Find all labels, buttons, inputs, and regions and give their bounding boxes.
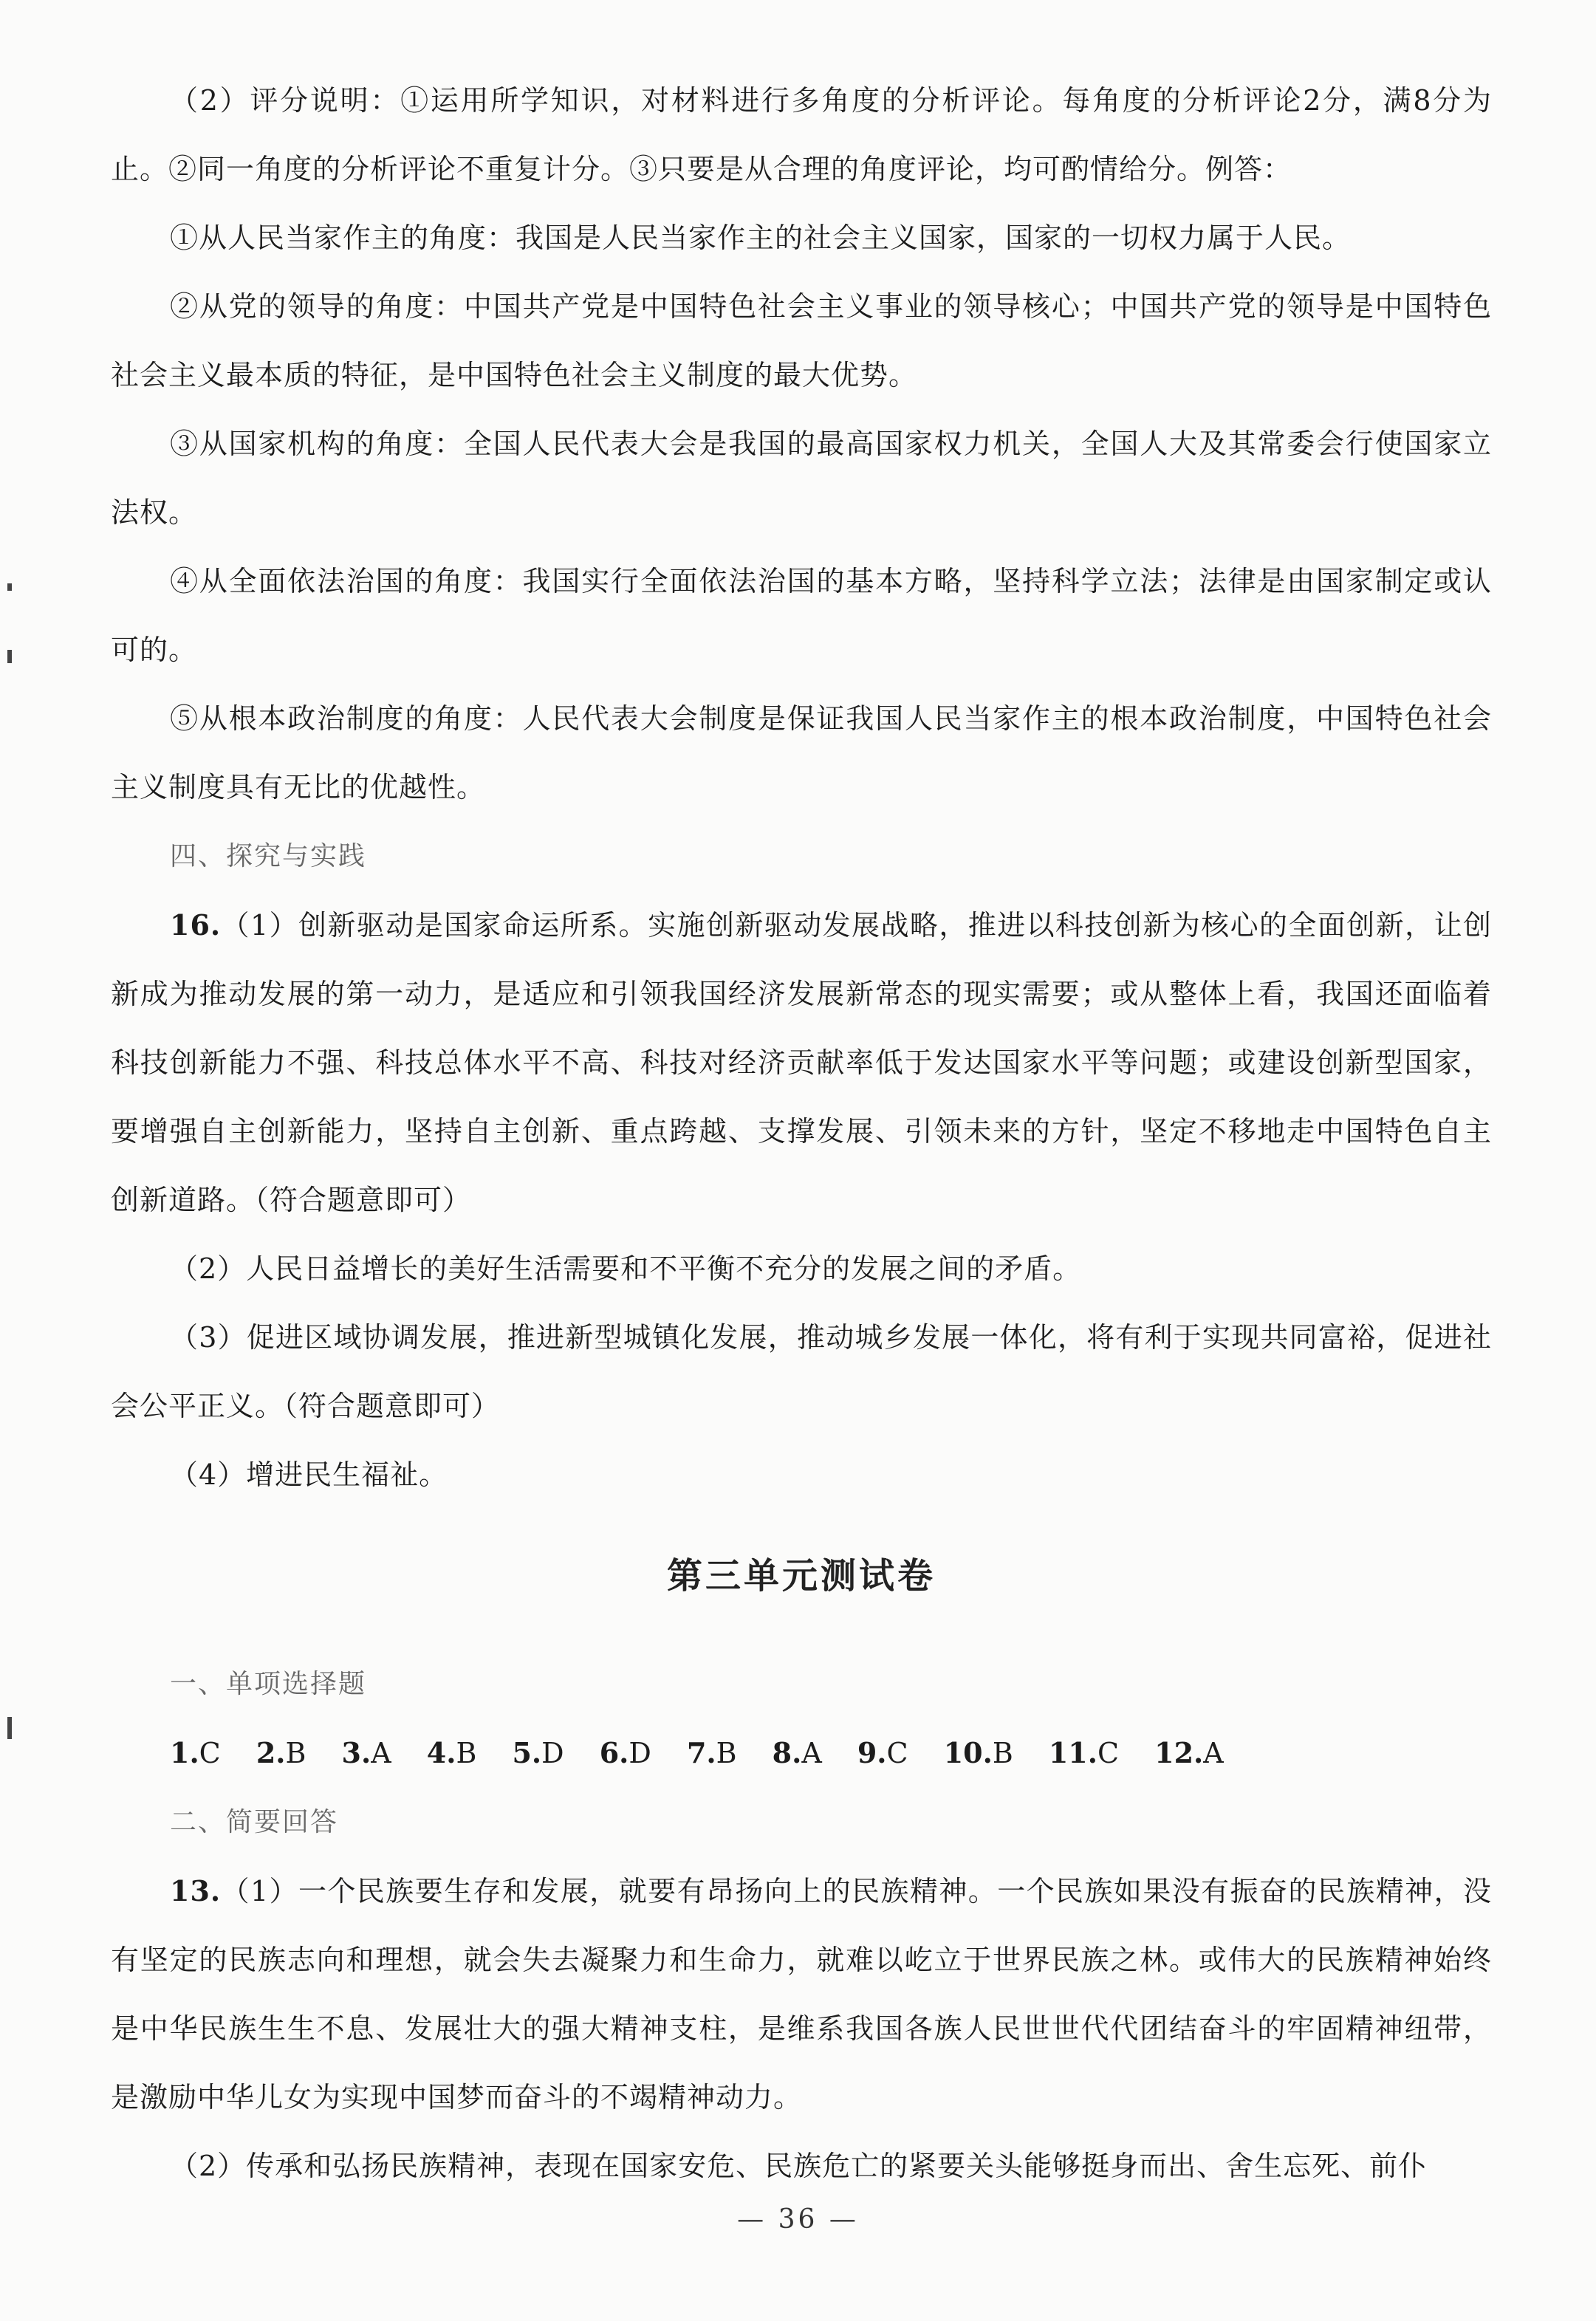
answer-item: 10.B [943,1736,1013,1769]
question-16-part-4: （4）增进民生福祉。 [170,1458,448,1491]
scan-margin-mark [7,583,12,591]
section-heading: 二、简要回答 [170,1807,339,1837]
scan-margin-mark [7,1717,12,1739]
question-13-part-1 [111,1857,1492,2132]
answer-item: 2.B [256,1736,306,1769]
answer-item: 5.D [512,1736,564,1769]
document-page [111,66,1492,2201]
paragraph: ②从党的领导的角度：中国共产党是中国特色社会主义事业的领导核心；中国共产党的领导是中国特色社会主义最本质的特征，是中国特色社会主义制度的最大优势。 [111,290,1492,391]
unit-title: 第三单元测试卷 [666,1555,936,1597]
page-number: — 36 — [737,2204,859,2235]
question-16-part-2: （2）人民日益增长的美好生活需要和不平衡不充分的发展之间的矛盾。 [170,1252,1082,1285]
paragraph: ③从国家机构的角度：全国人民代表大会是我国的最高国家权力机关，全国人大及其常委会行使国家立法权。 [111,428,1492,529]
question-number: 16. [170,908,222,942]
question-number: 13. [170,1874,222,1907]
question-13-part-2: （2）传承和弘扬民族精神，表现在国家安危、民族危亡的紧要关头能够挺身而出、舍生忘死、前仆 [170,2150,1428,2182]
answer-item: 9.C [857,1736,908,1769]
paragraph: ⑤从根本政治制度的角度：人民代表大会制度是保证我国人民当家作主的根本政治制度，中国特色社会主义制度具有无比的优越性。 [111,702,1492,803]
answer-item: 12.A [1154,1736,1224,1769]
question-16-part-3: （3）促进区域协调发展，推进新型城镇化发展，推动城乡发展一体化，将有利于实现共同富裕，促进社会公平正义。（符合题意即可） [111,1321,1492,1422]
answer-item: 4.B [426,1736,477,1769]
answer-text: （1）一个民族要生存和发展，就要有昂扬向上的民族精神。一个民族如果没有振奋的民族精神，没有坚定的民族志向和理想，就会失去凝聚力和生命力，就难以屹立于世界民族之林。或伟大的民族精神始终是中华民族生生不息、发展壮大的强大精神支柱，是维系我国各族人民世世代代团结奋斗的牢固精神纽带，是激励中华儿女为实现中国梦而奋斗的不竭精神动力。 [111,1875,1492,2113]
answer-item: 11.C [1048,1736,1120,1769]
question-16-part-1 [111,891,1492,1235]
scan-margin-mark [7,650,12,663]
section-heading: 四、探究与实践 [170,841,367,871]
answer-item: 3.A [341,1736,391,1769]
paragraph: （2）评分说明：①运用所学知识，对材料进行多角度的分析评论。每角度的分析评论2分，满8分为止。②同一角度的分析评论不重复计分。③只要是从合理的角度评论，均可酌情给分。例答： [111,84,1492,185]
section-heading: 一、单项选择题 [170,1669,367,1699]
answer-item: 6.D [599,1736,651,1769]
answer-item: 1.C [170,1736,221,1769]
answer-text: （1）创新驱动是国家命运所系。实施创新驱动发展战略，推进以科技创新为核心的全面创新，让创新成为推动发展的第一动力，是适应和引领我国经济发展新常态的现实需要；或从整体上看，我国还面临着科技创新能力不强、科技总体水平不高、科技对经济贡献率低于发达国家水平等问题；或建设创新型国家，要增强自主创新能力，坚持自主创新、重点跨越、支撑发展、引领未来的方针，坚定不移地走中国特色自主创新道路。（符合题意即可） [111,909,1492,1216]
answer-item: 7.B [686,1736,737,1769]
choice-answers [111,1718,1492,1788]
paragraph: ④从全面依法治国的角度：我国实行全面依法治国的基本方略，坚持科学立法；法律是由国家制定或认可的。 [111,565,1492,666]
answer-item: 8.A [772,1736,822,1769]
paragraph: ①从人民当家作主的角度：我国是人民当家作主的社会主义国家，国家的一切权力属于人民。 [170,222,1352,254]
